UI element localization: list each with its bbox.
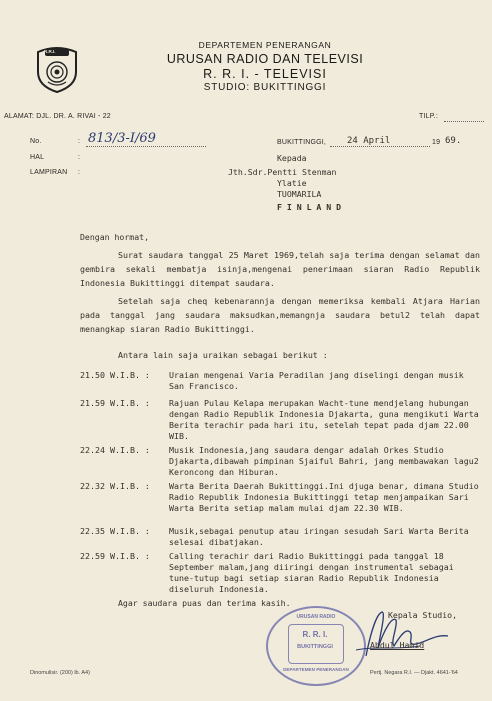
year-prefix: 19 [432,139,441,146]
greeting: Dengan hormat, [80,232,150,242]
closing-line: Agar saudara puas dan terima kasih. [118,598,291,608]
no-colon: : [78,138,81,145]
schedule-desc: Uraian mengenai Varia Peradilan jang diselingi dengan musik San Francisco. [169,370,464,391]
hal-colon: : [78,154,81,161]
paragraph-1: Surat saudara tanggal 25 Maret 1969,telah saja terima dengan selamat dan gembira sekali membatja isinja,mengenai penerimaan siaran Radio Republik Indonesia Bukittinggi ditempat saudara. [80,250,480,288]
schedule-time: 21.59 W.I.B. : [80,398,150,408]
footer-right: Pertj. Negara R.I. — Djakt. 4641-'64 [370,670,458,676]
schedule-time: 22.59 W.I.B. : [80,551,150,561]
logo-text: R.R.I. [44,49,56,54]
recipient-line2: Ylatie [277,178,307,188]
schedule-desc: Musik Indonesia,jang saudara dengar adalah Orkes Studio Djakarta,dibawah pimpinan Sjaiful Bahri, jang membawakan lagu2 Keroncong dan Hiburan. [169,445,479,477]
phone-label: TILP.: [419,113,438,120]
letter-number: 813/3-I/69 [88,131,156,146]
stamp-bottom-text: DEPARTEMEN PENERANGAN [283,667,349,672]
date-dotline [330,146,430,147]
hal-label: HAL [30,154,45,161]
address-line: ALAMAT: DJL. DR. A. RIVAI - 22 [4,113,111,120]
handwritten-signature-icon [336,606,456,666]
recipient-line1: Jth.Sdr.Pentti Stenman [228,167,337,177]
signoff-title: Kepala Studio, [388,610,458,620]
office-title: URUSAN RADIO DAN TELEVISI [166,52,364,66]
recipient-kepada: Kepada [277,153,307,163]
no-dotline [86,146,206,147]
recipient-line4: F I N L A N D [277,202,342,212]
station-title: R. R. I. - TELEVISI [203,67,327,81]
schedule-desc: Calling terachir dari Radio Bukittinggi pada tanggal 18 September malam,jang diiringi dengan instrumental sebagai tune-tutup bagi setiap siaran Radio Republik Indonesia diseluruh Indonesia. [169,551,454,594]
no-label: No. [30,138,42,145]
paragraph-2: Setelah saja cheq kebenarannja dengan memeriksa kembali Atjara Harian pada tanggal jang saudara maksudkan,memangnja saudara betul2 telah dapat menangkap siaran Radio Bukittinggi. [80,296,480,334]
date-day-month: 24 April [347,136,391,146]
signoff-name: Abdul Hamid [370,640,425,650]
stamp-top-text: URUSAN RADIO [296,614,336,620]
recipient-line3: TUOMARILA [277,189,322,199]
schedule-time: 21.50 W.I.B. : [80,370,150,380]
schedule-desc: Musik,sebagai penutup atau iringan sesudah Sari Warta Berita selesai dibatjakan. [169,526,469,547]
lampiran-label: LAMPIRAN [30,169,68,176]
stamp-mid2-text: BUKITTINGGI [297,644,333,650]
schedule-time: 22.35 W.I.B. : [80,526,150,536]
lampiran-colon: : [78,169,81,176]
year-suffix: 69. [445,136,462,146]
studio-title: STUDIO: BUKITTINGGI [203,82,327,93]
stamp-mid1-text: R. R. I. [302,630,328,639]
place-label: BUKITTINGGI, [277,139,327,146]
phone-dotline [444,121,484,122]
schedule-time: 22.24 W.I.B. : [80,445,150,455]
footer-left: Dinomulisir. (200) lb. A4) [30,670,90,676]
paragraph-3: Antara lain saja uraikan sebagai berikut : [118,350,328,360]
schedule-desc: Rajuan Pulau Kelapa merupakan Wacht-tune mendjelang hubungan dengan Radio Republik Indonesia Djakarta, guna mengikuti Warta Berita terachir pada hari itu, setelah tepat pada djam 22.00 WIB. [169,398,479,441]
schedule-desc: Warta Berita Daerah Bukittinggi.Ini djuga benar, dimana Studio Radio Republik Indonesia Bukittinggi tetap menjampaikan Sari Warta Berita setiap malam mulai djam 22.30 WIB. [169,481,479,513]
department-title: DEPARTEMEN PENERANGAN [198,40,332,50]
schedule-time: 22.32 W.I.B. : [80,481,150,491]
